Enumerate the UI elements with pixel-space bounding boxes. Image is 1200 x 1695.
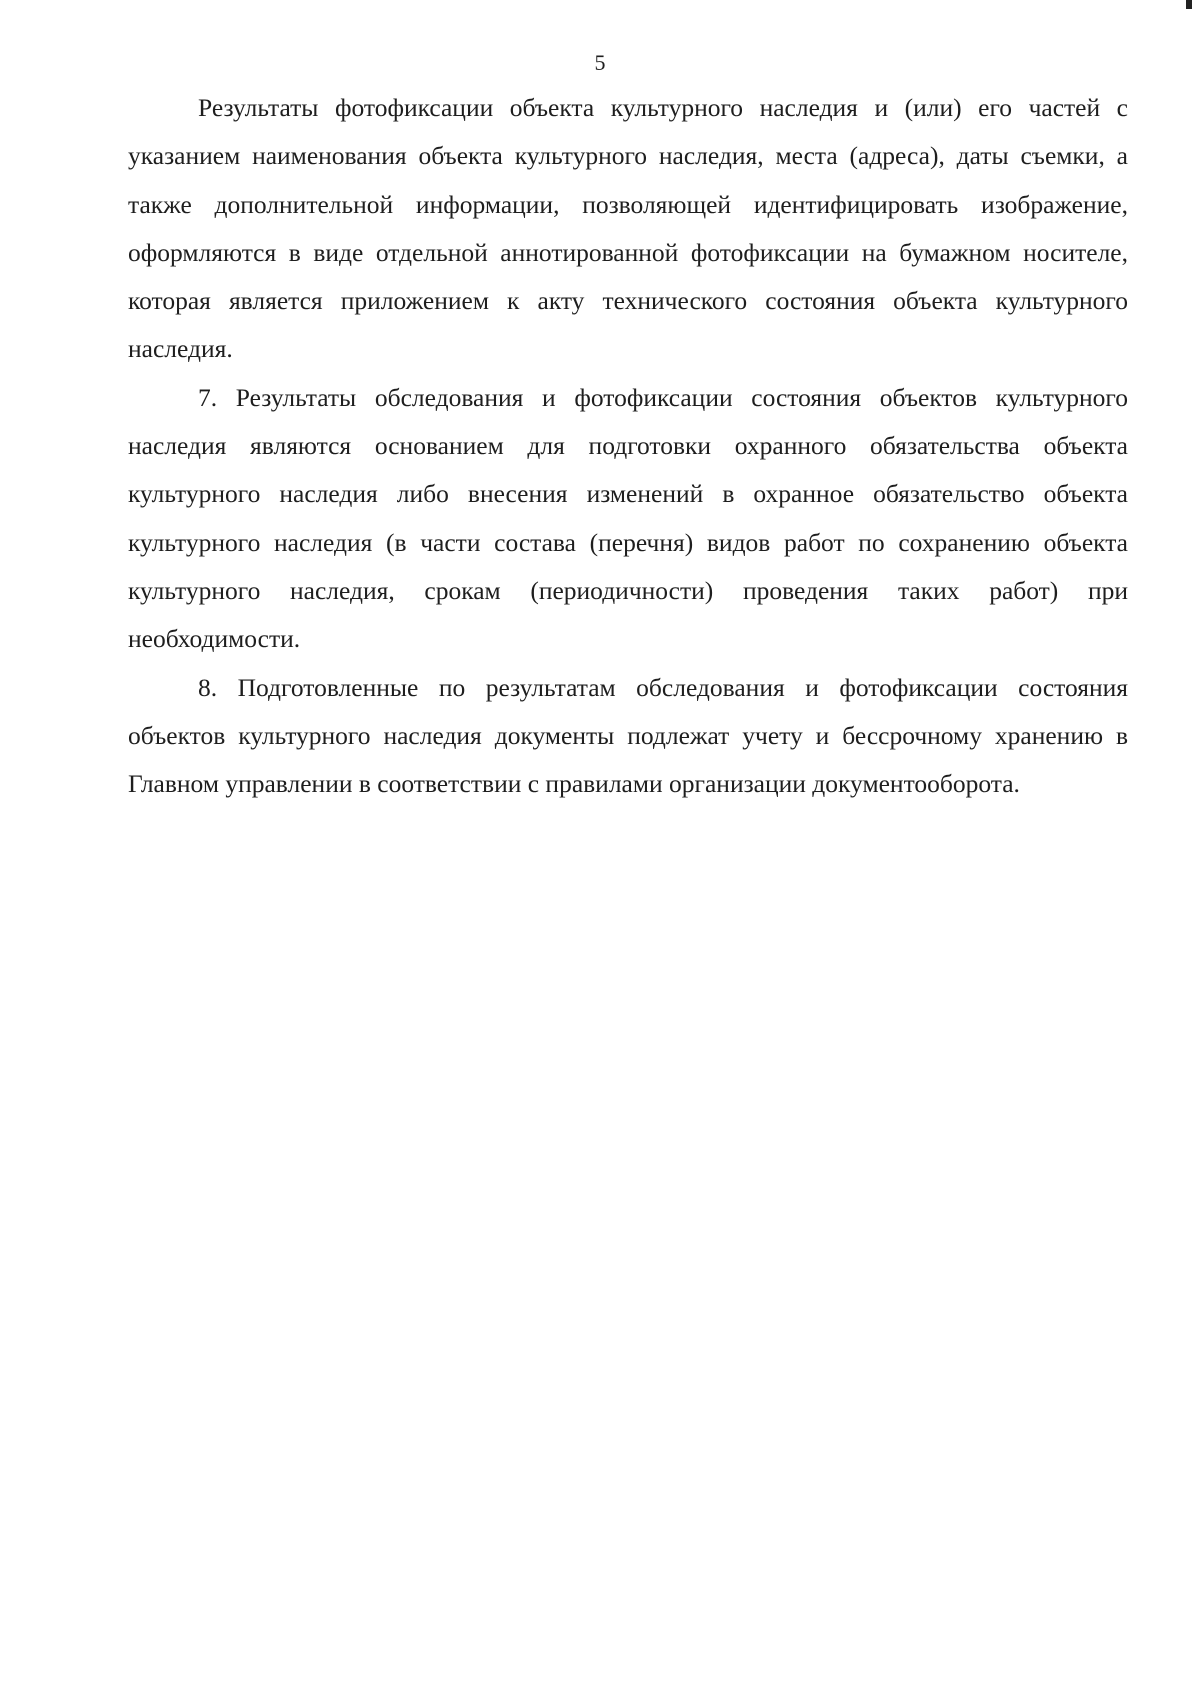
scan-mark xyxy=(1186,0,1192,9)
paragraph-item-8: 8. Подготовленные по результатам обследования и фотофиксации состояния объектов культурного наследия документы подлежат учету и бессрочному хранению в Главном управлении в соответствии с правилами организации документооборота. xyxy=(128,672,1128,799)
page-number: 5 xyxy=(594,50,606,75)
document-body xyxy=(128,84,1128,808)
paragraph-photo-results: Результаты фотофиксации объекта культурного наследия и (или) его частей с указанием наименования объекта культурного наследия, места (адреса), даты съемки, а также дополнительной информации, позволяющей идентифицировать изображение, оформляются в виде отдельной аннотированной фотофиксации на бумажном носителе, которая является приложением к акту технического состояния объекта культурного наследия. xyxy=(128,93,1128,364)
paragraph-item-7: 7. Результаты обследования и фотофиксации состояния объектов культурного наследия являются основанием для подготовки охранного обязательства объекта культурного наследия либо внесения изменений в охранное обязательство объекта культурного наследия (в части состава (перечня) видов работ по сохранению объекта культурного наследия, срокам (периодичности) проведения таких работ) при необходимости. xyxy=(128,382,1128,654)
